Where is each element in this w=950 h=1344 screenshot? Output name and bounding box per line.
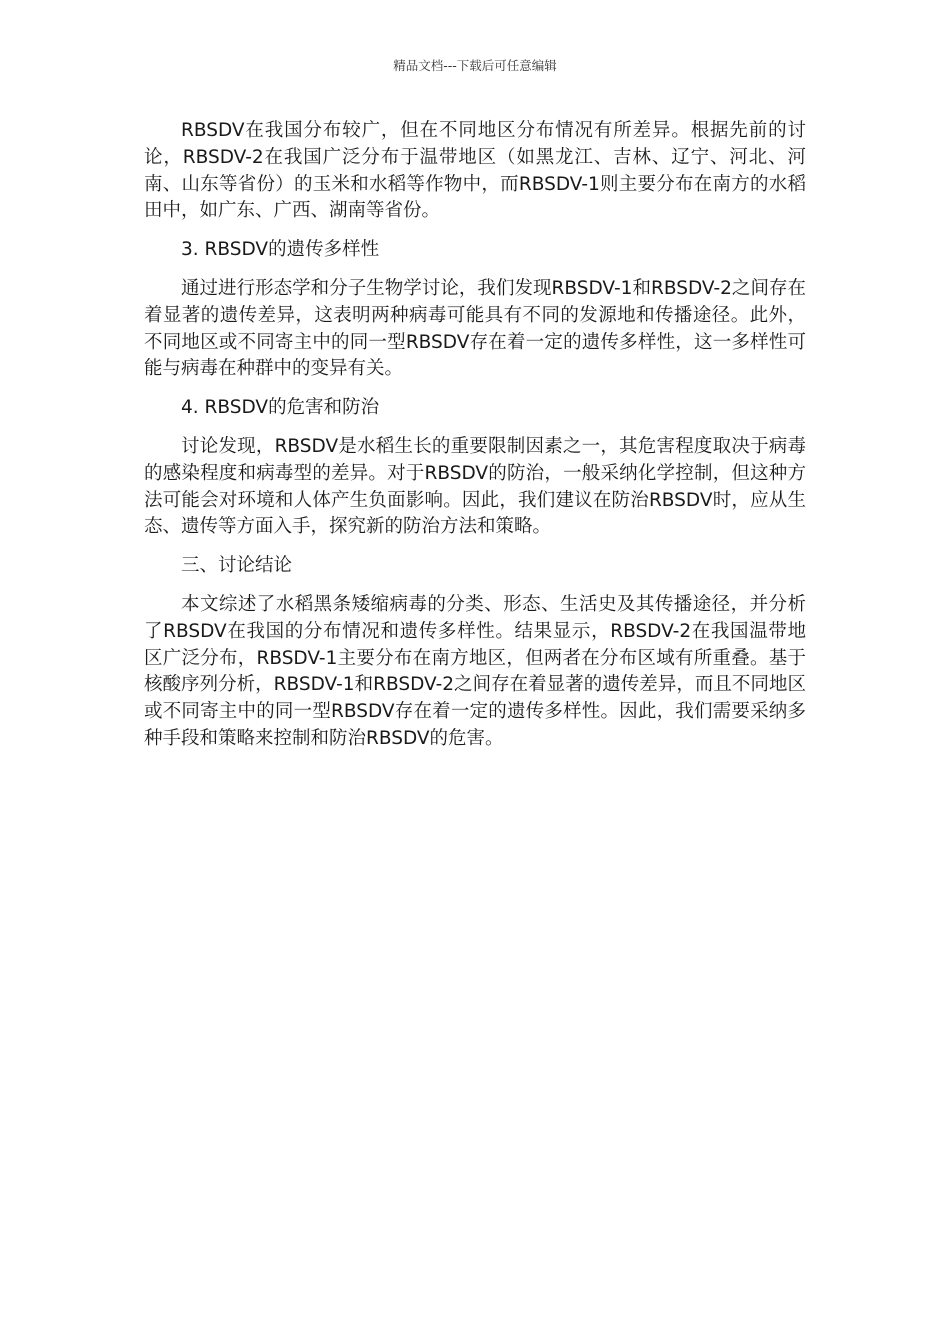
section-heading-conclusion: 三、讨论结论	[181, 555, 293, 577]
document-body	[144, 118, 806, 765]
section-heading-genetic-diversity: 3. RBSDV的遗传多样性	[181, 239, 380, 261]
paragraph-distribution: RBSDV在我国分布较广，但在不同地区分布情况有所差异。根据先前的讨论，RBSDV-2在我国广泛分布于温带地区（如黑龙江、吉林、辽宁、河北、河南、山东等省份）的玉米和水稻等作物中，而RBSDV-1则主要分布在南方的水稻田中，如广东、广西、湖南等省份。	[144, 120, 806, 222]
page-header: 精品文档---下载后可任意编辑	[393, 58, 557, 73]
section-heading-harm-control: 4. RBSDV的危害和防治	[181, 397, 380, 419]
paragraph-conclusion: 本文综述了水稻黑条矮缩病毒的分类、形态、生活史及其传播途径，并分析了RBSDV在我国的分布情况和遗传多样性。结果显示，RBSDV-2在我国温带地区广泛分布，RBSDV-1主要分布在南方地区，但两者在分布区域有所重叠。基于核酸序列分析，RBSDV-1和RBSDV-2之间存在着显著的遗传差异，而且不同地区或不同寄主中的同一型RBSDV存在着一定的遗传多样性。因此，我们需要采纳多种手段和策略来控制和防治RBSDV的危害。	[144, 593, 806, 749]
paragraph-harm-control: 讨论发现，RBSDV是水稻生长的重要限制因素之一，其危害程度取决于病毒的感染程度和病毒型的差异。对于RBSDV的防治，一般采纳化学控制，但这种方法可能会对环境和人体产生负面影响。因此，我们建议在防治RBSDV时，应从生态、遗传等方面入手，探究新的防治方法和策略。	[144, 435, 806, 538]
paragraph-genetic-diversity: 通过进行形态学和分子生物学讨论，我们发现RBSDV-1和RBSDV-2之间存在着显著的遗传差异，这表明两种病毒可能具有不同的发源地和传播途径。此外，不同地区或不同寄主中的同一型RBSDV存在着一定的遗传多样性，这一多样性可能与病毒在种群中的变异有关。	[144, 277, 806, 380]
